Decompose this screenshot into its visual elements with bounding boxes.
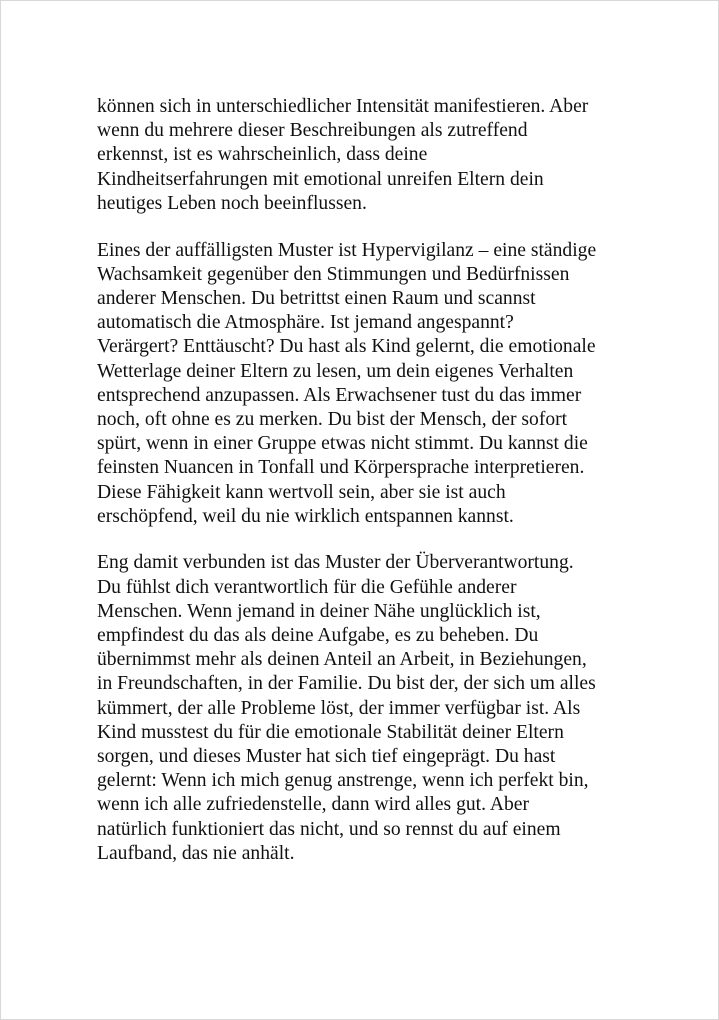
text-line: Diese Fähigkeit kann wertvoll sein, aber sie ist auch	[97, 481, 506, 503]
text-line: automatisch die Atmosphäre. Ist jemand angespannt?	[97, 312, 514, 334]
text-line: natürlich funktioniert das nicht, und so rennst du auf einem	[97, 818, 561, 840]
text-line: Eng damit verbunden ist das Muster der Überverantwortung.	[97, 552, 574, 574]
text-line: in Freundschaften, in der Familie. Du bist der, der sich um alles	[97, 673, 596, 695]
text-line: Du fühlst dich verantwortlich für die Gefühle anderer	[97, 576, 517, 598]
paragraph	[97, 239, 657, 529]
text-line: Wetterlage deiner Eltern zu lesen, um dein eigenes Verhalten	[97, 360, 574, 382]
text-line: übernimmst mehr als deinen Anteil an Arbeit, in Beziehungen,	[97, 649, 587, 671]
text-line: sorgen, und dieses Muster hat sich tief eingeprägt. Du hast	[97, 746, 556, 768]
text-line: Wachsamkeit gegenüber den Stimmungen und Bedürfnissen	[97, 263, 570, 285]
paragraph	[97, 95, 657, 216]
text-line: entsprechend anzupassen. Als Erwachsener tust du das immer	[97, 384, 582, 406]
text-line: wenn ich alle zufriedenstelle, dann wird alles gut. Aber	[97, 794, 529, 816]
text-line: Menschen. Wenn jemand in deiner Nähe unglücklich ist,	[97, 600, 541, 622]
text-line: Kindheitserfahrungen mit emotional unreifen Eltern dein	[97, 168, 544, 190]
text-line: empfindest du das als deine Aufgabe, es zu beheben. Du	[97, 625, 539, 647]
text-line: noch, oft ohne es zu merken. Du bist der Mensch, der sofort	[97, 408, 568, 430]
text-line: Verärgert? Enttäuscht? Du hast als Kind gelernt, die emotionale	[97, 336, 596, 358]
text-line: gelernt: Wenn ich mich genug anstrenge, wenn ich perfekt bin,	[97, 770, 589, 792]
text-line: kümmert, der alle Probleme löst, der immer verfügbar ist. Als	[97, 697, 581, 719]
text-line: Eines der auffälligsten Muster ist Hypervigilanz – eine ständige	[97, 239, 597, 261]
page-body-text	[97, 95, 657, 889]
text-line: anderer Menschen. Du betrittst einen Raum und scannst	[97, 287, 536, 309]
text-line: wenn du mehrere dieser Beschreibungen als zutreffend	[97, 120, 528, 142]
text-line: Laufband, das nie anhält.	[97, 842, 295, 864]
text-line: feinsten Nuancen in Tonfall und Körpersprache interpretieren.	[97, 457, 585, 479]
text-line: spürt, wenn in einer Gruppe etwas nicht stimmt. Du kannst die	[97, 433, 588, 455]
text-line: Kind musstest du für die emotionale Stabilität deiner Eltern	[97, 721, 564, 743]
paragraph	[97, 551, 657, 866]
text-line: erkennst, ist es wahrscheinlich, dass deine	[97, 144, 428, 166]
text-line: erschöpfend, weil du nie wirklich entspannen kannst.	[97, 505, 514, 527]
text-line: heutiges Leben noch beeinflussen.	[97, 192, 367, 214]
text-line: können sich in unterschiedlicher Intensität manifestieren. Aber	[97, 96, 589, 117]
